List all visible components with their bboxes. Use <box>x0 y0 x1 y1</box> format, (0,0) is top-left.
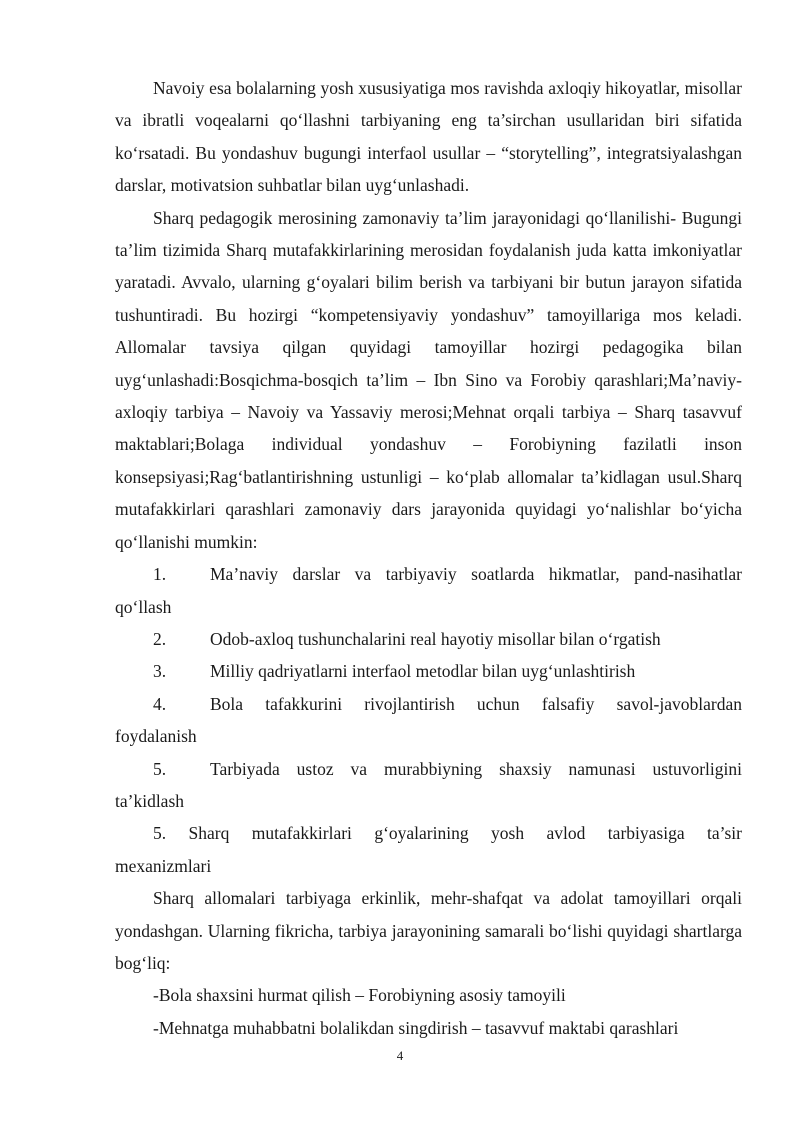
paragraph-sharq-allomalari: Sharq allomalari tarbiyaga erkinlik, mehr-shafqat va adolat tamoyillari orqali yondashgan. Ularning fikricha, tarbiya jarayonining samarali bo‘lishi quyidagi shartlarga bog‘liq: <box>115 888 742 973</box>
list-item-number: 2. <box>153 628 167 649</box>
section-heading-5-continuation: mexanizmlari <box>115 855 212 876</box>
list-item <box>115 655 742 687</box>
page-number: 4 <box>396 1048 404 1063</box>
list-item-text: Odob-axloq tushunchalarini real hayotiy misollar bilan o‘rgatish <box>210 628 661 649</box>
list-item <box>115 688 742 720</box>
list-item-text: Milliy qadriyatlarni interfaol metodlar bilan uyg‘unlashtirish <box>210 661 636 682</box>
list-item-continuation: qo‘llash <box>115 596 172 617</box>
paragraph-navoiy: Navoiy esa bolalarning yosh xususiyatiga mos ravishda axloqiy hikoyatlar, misollar va ibratli voqealarni qo‘llashni tarbiyaning eng ta’sirchan usullaridan biri sifatida ko‘rsatadi. Bu yondashuv bugungi interfaol usullar – “storytelling”, integratsiyalashgan darslar, motivatsion suhbatlar bilan uyg‘unlashadi. <box>115 78 742 196</box>
document-page <box>115 72 742 1044</box>
list-item-continuation: ta’kidlash <box>115 790 185 811</box>
list-item-number: 5. <box>153 758 167 779</box>
dash-item-1: -Bola shaxsini hurmat qilish – Forobiyning asosiy tamoyili <box>153 985 566 1006</box>
dash-item-2: -Mehnatga muhabbatni bolalikdan singdirish – tasavvuf maktabi qarashlari <box>153 1017 679 1038</box>
list-item <box>115 623 742 655</box>
list-item-number: 1. <box>153 564 167 585</box>
list-item <box>115 753 742 785</box>
list-item-continuation: foydalanish <box>115 726 197 747</box>
list-item-number: 4. <box>153 693 167 714</box>
list-item <box>115 558 742 590</box>
paragraph-sharq-pedagogik-meros: Sharq pedagogik merosining zamonaviy ta’lim jarayonidagi qo‘llanilishi- Bugungi ta’lim tizimida Sharq mutafakkirlarining merosidan foydalanish juda katta imkoniyatlar yaratadi. Avvalo, ularning g‘oyalari bilim berish va tarbiyani bir butun jarayon sifatida tushuntiradi. Bu hozirgi “kompetensiyaviy yondashuv” tamoyillariga mos keladi. Allomalar tavsiya qilgan quyidagi tamoyillar hozirgi pedagogika bilan uyg‘unlashadi:Bosqichma-bosqich ta’lim – Ibn Sino va Forobiy qarashlari;Ma’naviy-axloqiy tarbiya – Navoiy va Yassaviy merosi;Mehnat orqali tarbiya – Sharq tasavvuf maktablari;Bolaga individual yondashuv – Forobiyning fazilatli inson konsepsiyasi;Rag‘batlantirishning ustunligi – ko‘plab allomalar ta’kidlagan usul.Sharq mutafakkirlari qarashlari zamonaviy dars jarayonida quyidagi yo‘nalishlar bo‘yicha qo‘llanishi mumkin: <box>115 207 742 552</box>
list-item-text: Tarbiyada ustoz va murabbiyning shaxsiy namunasi ustuvorligini <box>210 758 742 779</box>
list-item-number: 3. <box>153 661 167 682</box>
numbered-list <box>115 558 742 817</box>
list-item-text: Ma’naviy darslar va tarbiyaviy soatlarda hikmatlar, pand-nasihatlar <box>210 564 742 585</box>
list-item-text: Bola tafakkurini rivojlantirish uchun falsafiy savol-javoblardan <box>210 693 742 714</box>
section-heading-5: 5. Sharq mutafakkirlari g‘oyalarining yosh avlod tarbiyasiga ta’sir <box>153 823 742 844</box>
